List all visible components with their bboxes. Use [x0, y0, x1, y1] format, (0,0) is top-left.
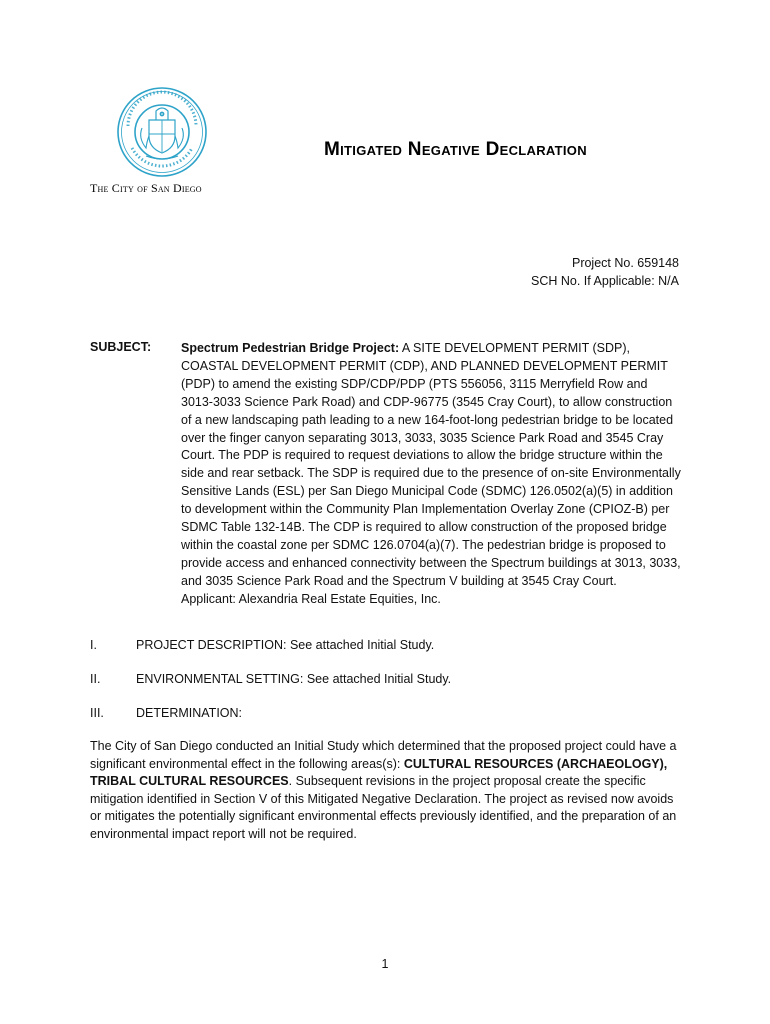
- city-seal-graphic: [116, 86, 208, 178]
- impact-areas: CULTURAL RESOURCES (ARCHAEOLOGY), TRIBAL CULTURAL RESOURCES: [90, 756, 668, 789]
- page-number: 1: [381, 957, 389, 971]
- project-number: Project No. 659148: [571, 256, 679, 270]
- project-description: A SITE DEVELOPMENT PERMIT (SDP), COASTAL DEVELOPMENT PERMIT (CDP), AND PLANNED DEVELOPMENT PERMIT (PDP) to amend the existing SDP/CDP/PDP (PTS 556056, 3115 Merryfield Row and 3013-3033 Science Park Road) and CDP-96775 (3545 Cray Court), to allow construction of a new landscaping path leading to a new 164-foot-long pedestrian bridge to be located over the finger canyon separating 3013, 3033, 3035 Science Park Road and 3545 Cray Court. The PDP is required to request deviations to allow the bridge structure within the side and rear setback. The SDP is required due to the presence of on-site Environmentally Sensitive Lands (ESL) per San Diego Municipal Code (SDMC) 126.0502(a)(5) in addition to development within the Community Plan Implementation Overlay Zone (CPIOZ-B) per SDMC Table 132-14B. The CDP is required to allow construction of the proposed bridge within the coastal zone per SDMC 126.0704(a)(7). The pedestrian bridge is proposed to provide access and enhanced connectivity between the Spectrum buildings at 3013, 3033, and 3035 Science Park Road and the Spectrum V building at 3545 Cray Court.: [181, 341, 681, 588]
- subject-label: SUBJECT:: [90, 340, 152, 354]
- section-text: ENVIRONMENTAL SETTING: See attached Initial Study.: [136, 672, 452, 686]
- subject-body: [181, 340, 681, 609]
- section-numeral: III.: [90, 706, 104, 720]
- determination-paragraph: [90, 738, 680, 844]
- determination-intro: The City of San Diego conducted an Initial Study which determined that the proposed project could have a significant environmental effect in the following areas(s):: [90, 739, 677, 771]
- section-text: DETERMINATION:: [136, 706, 243, 720]
- project-info: [531, 254, 679, 290]
- sch-number: SCH No. If Applicable: N/A: [531, 274, 679, 288]
- section-text: PROJECT DESCRIPTION: See attached Initial Study.: [136, 638, 435, 652]
- project-name: Spectrum Pedestrian Bridge Project:: [181, 341, 400, 355]
- determination-conclusion: . Subsequent revisions in the project proposal create the specific mitigation identified in Section V of this Mitigated Negative Declaration. The project as revised now avoids or mitigates the potentially significant environmental effects previously identified, and the preparation of an environmental impact report will not be required.: [90, 774, 677, 841]
- city-name: The City of San Diego: [90, 181, 202, 195]
- city-seal: [116, 86, 208, 178]
- section-numeral: I.: [90, 638, 97, 652]
- section-numeral: II.: [90, 672, 101, 686]
- document-title: Mitigated Negative Declaration: [324, 139, 587, 160]
- applicant: Applicant: Alexandria Real Estate Equities, Inc.: [181, 591, 441, 606]
